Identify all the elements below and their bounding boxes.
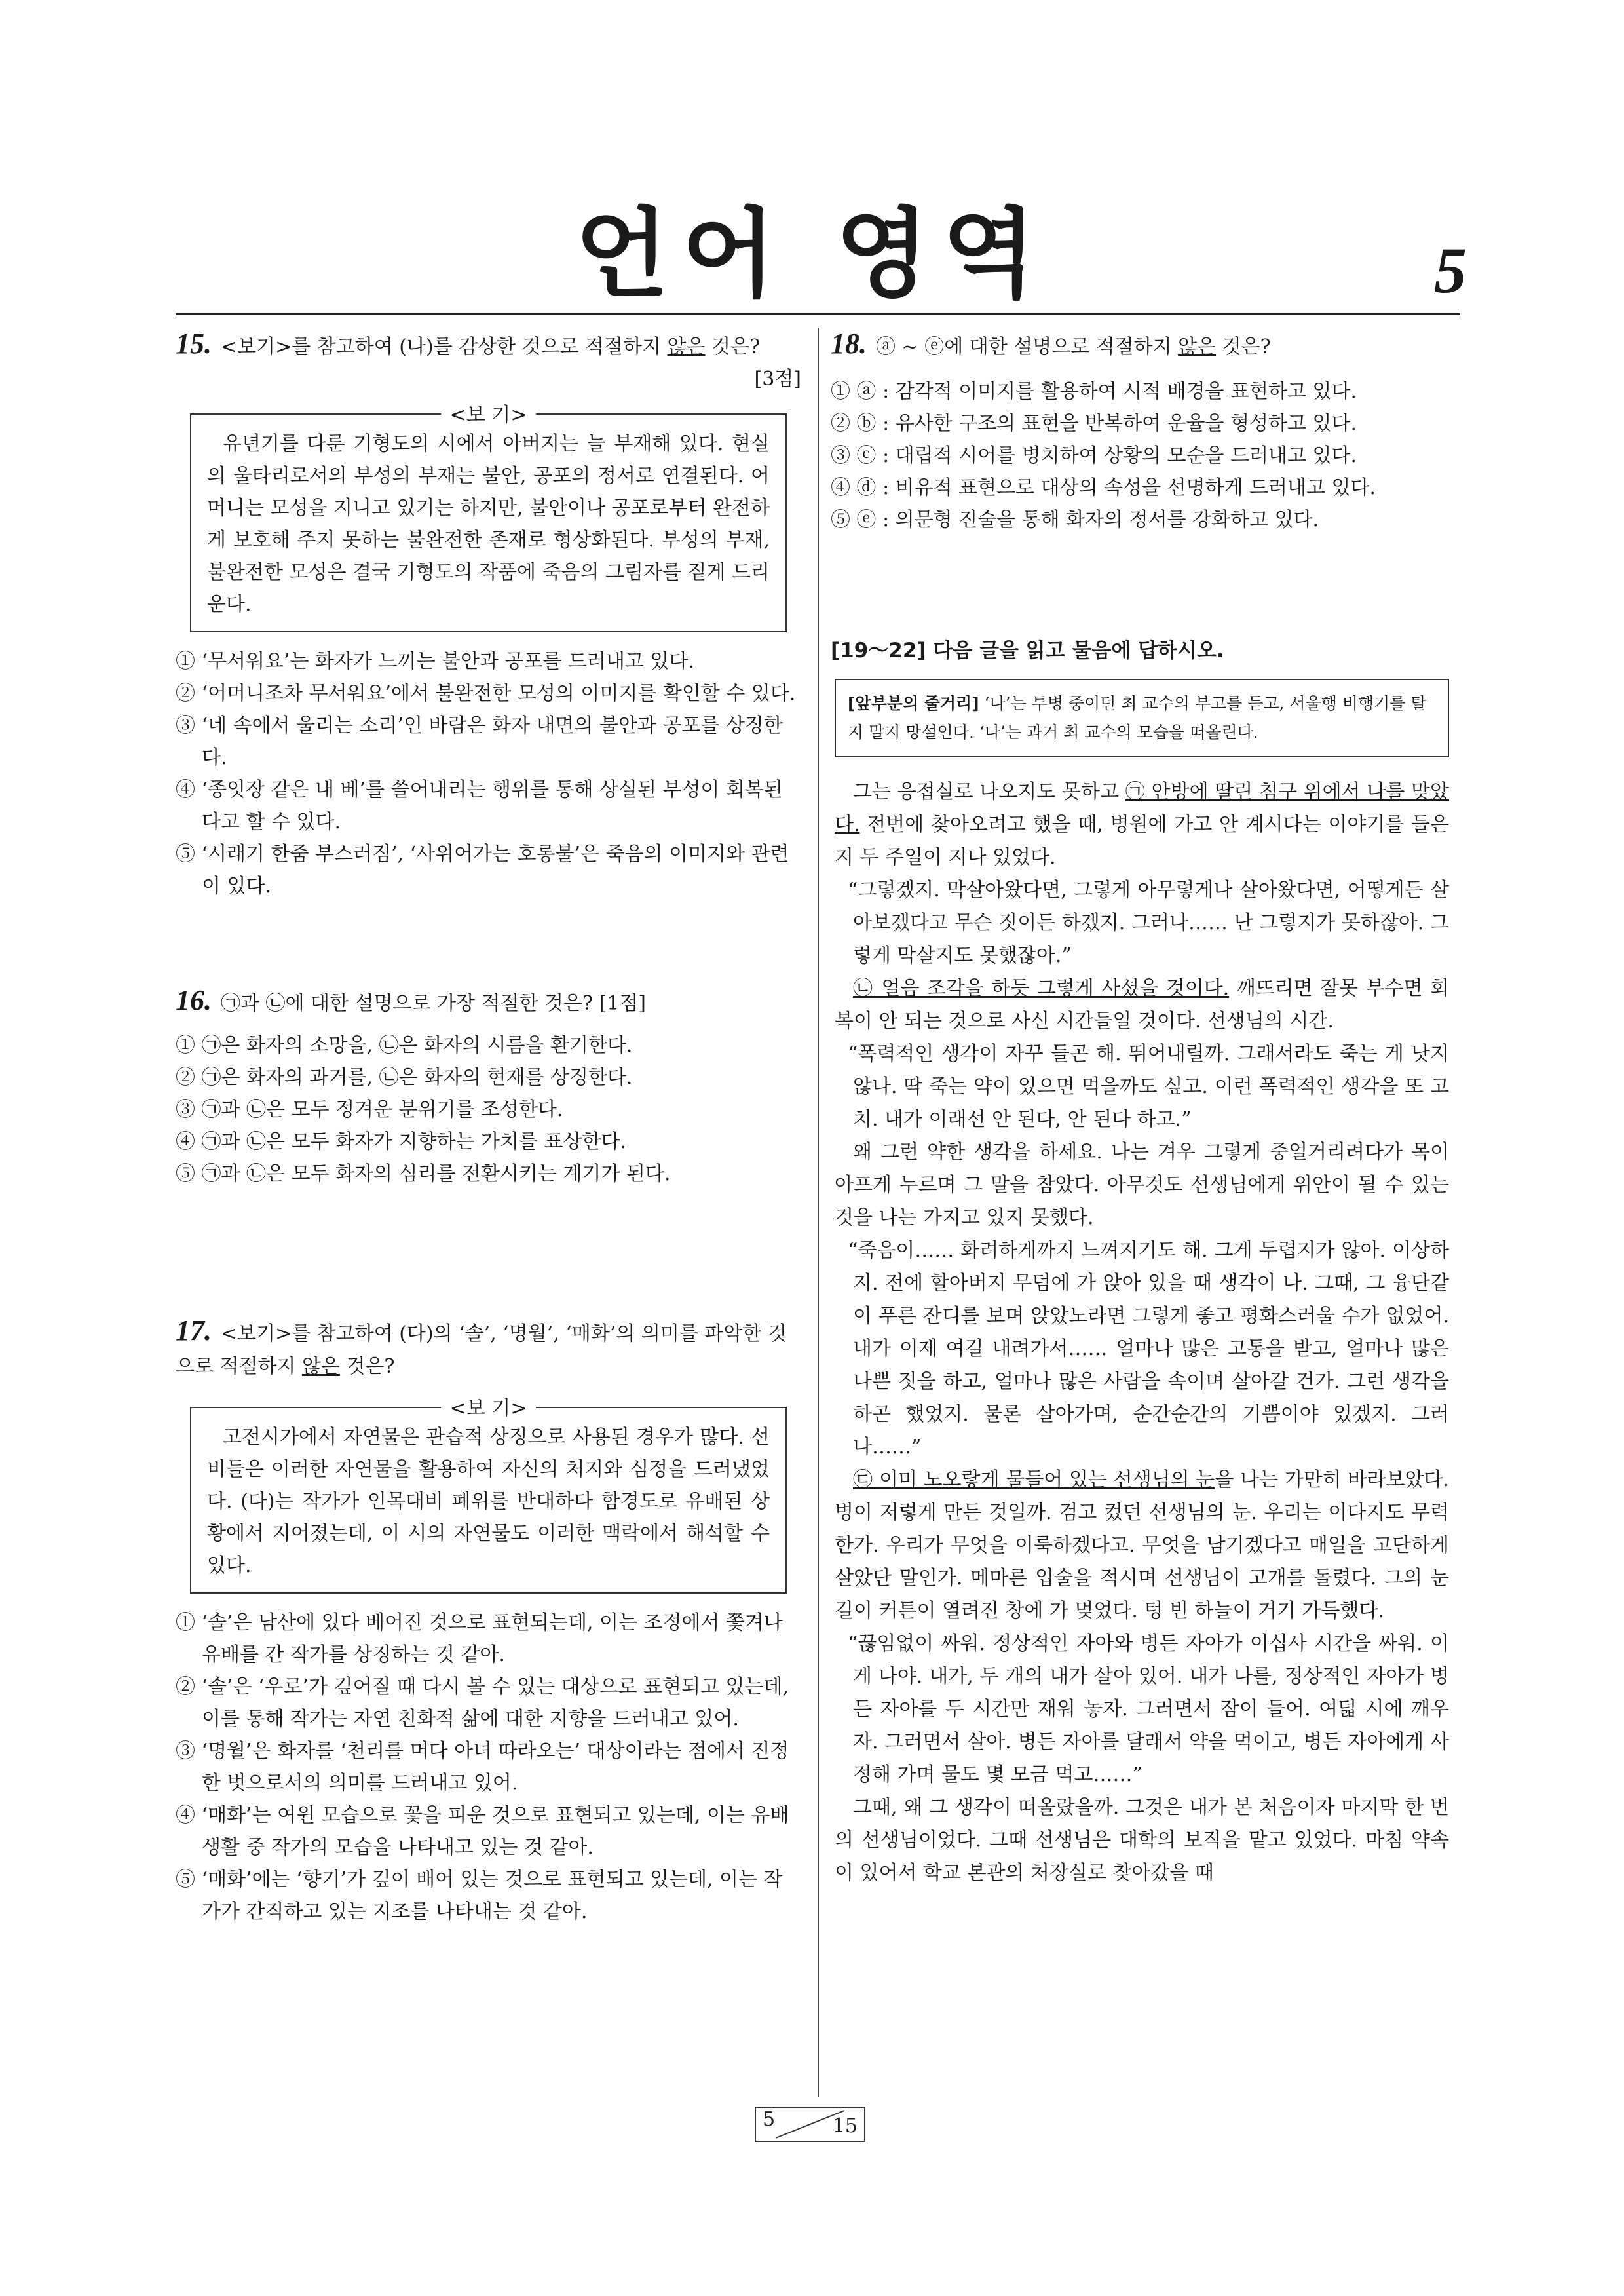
- choice-item[interactable]: ③ ㉠과 ㉡은 모두 정겨운 분위기를 조성한다.: [176, 1098, 563, 1121]
- paragraph: [835, 1464, 1449, 1628]
- choice-item[interactable]: ① ‘솔’은 남산에 있다 베어진 것으로 표현되는데, 이는 조정에서 쫓겨나 유배를 간 작가를 상징하는 것 같아.: [176, 1611, 783, 1666]
- choice-item[interactable]: ① ⓐ : 감각적 이미지를 활용하여 시적 배경을 표현하고 있다.: [831, 380, 1357, 403]
- choice-item[interactable]: ④ ㉠과 ㉡은 모두 화자가 지향하는 가치를 표상한다.: [176, 1130, 626, 1153]
- page-indicator: [755, 2107, 865, 2142]
- passage-text: 깨뜨리면 잘못 부수면 회복이 안 되는 것으로 사신 시간들일 것이다. 선생님의 시간.: [835, 977, 1449, 1033]
- page-title: 언어 영역: [575, 198, 1049, 311]
- choice-item[interactable]: ② ‘솔’은 ‘우로’가 깊어질 때 다시 볼 수 있는 대상으로 표현되고 있는데, 이를 통해 작가는 자연 친화적 삶에 대한 지향을 드러내고 있어.: [176, 1675, 789, 1731]
- page-number: 5: [1434, 234, 1467, 307]
- reading-section: [831, 634, 1453, 1890]
- bogi-label: <보 기>: [441, 399, 537, 431]
- choice-item[interactable]: ⑤ ㉠과 ㉡은 모두 화자의 심리를 전환시키는 계기가 된다.: [176, 1162, 671, 1185]
- choice-item[interactable]: ③ ⓒ : 대립적 시어를 병치하여 상황의 모순을 드러내고 있다.: [831, 444, 1357, 467]
- paragraph: 왜 그런 약한 생각을 하세요. 나는 겨우 그렇게 중얼거리려다가 목이 아프게 누르며 그 말을 참았다. 아무것도 선생님에게 위안이 될 수 있는 것을 나는 가지고 있지 못했다.: [835, 1141, 1449, 1229]
- score: [3점]: [754, 368, 801, 391]
- paragraph: [835, 776, 1449, 874]
- right-column: [831, 328, 1453, 1890]
- choice-item[interactable]: ③ ‘네 속에서 울리는 소리’인 바람은 화자 내면의 불안과 공포를 상징한다.: [176, 714, 783, 769]
- section-heading: [19～22] 다음 글을 읽고 물음에 답하시오.: [831, 639, 1224, 662]
- dialogue: “그렇겠지. 막살아왔다면, 그렇게 아무렇게나 살아왔다면, 어떻게든 살아보겠다고 무슨 짓이든 하겠지. 그러나…… 난 그렇지가 못하잖아. 그렇게 막살지도 못했잖아.”: [848, 879, 1449, 967]
- passage-text: 전번에 찾아오려고 했을 때, 병원에 가고 안 계시다는 이야기를 들은 지 두 주일이 지나 있었다.: [835, 813, 1449, 869]
- question-16: [176, 984, 801, 1190]
- column-divider: [818, 328, 819, 2097]
- choice-item[interactable]: ① ㉠은 화자의 소망을, ㉡은 화자의 시름을 환기한다.: [176, 1034, 633, 1057]
- stem-text: ㉠과 ㉡에 대한 설명으로 가장 적절한 것은? [1점]: [221, 992, 647, 1015]
- paragraph: [835, 972, 1449, 1038]
- left-column: [176, 328, 801, 1928]
- stem-text: 것은?: [705, 335, 761, 358]
- choice-item[interactable]: ⑤ ‘매화’에는 ‘향기’가 깊이 배어 있는 것으로 표현되고 있는데, 이는 작가가 간직하고 있는 지조를 나타내는 것 같아.: [176, 1868, 783, 1923]
- current-page: 5: [763, 2108, 776, 2131]
- question-number: 15.: [176, 328, 212, 360]
- question-18: [831, 328, 1453, 536]
- question-number: 16.: [176, 984, 212, 1016]
- choice-item[interactable]: ④ ‘종잇장 같은 내 베’를 쓸어내리는 행위를 통해 상실된 부성이 회복된다고 할 수 있다.: [176, 778, 783, 833]
- stem-text: 것은?: [1216, 335, 1271, 358]
- bogi-box: [190, 1397, 787, 1594]
- choice-item[interactable]: ③ ‘명월’은 화자를 ‘천리를 머다 아녀 따라오는’ 대상이라는 점에서 진정한 벗으로서의 의미를 드러내고 있어.: [176, 1740, 789, 1795]
- question-15: [176, 328, 801, 902]
- question-number: 17.: [176, 1314, 212, 1347]
- passage: [831, 776, 1453, 1890]
- stem-text: <보기>를 참고하여 (나)를 감상한 것으로 적절하지: [221, 335, 668, 358]
- choice-item[interactable]: ⑤ ⓔ : 의문형 진술을 통해 화자의 정서를 강화하고 있다.: [831, 508, 1319, 531]
- summary-tag: [앞부분의 줄거리]: [848, 694, 979, 713]
- dialogue: “폭력적인 생각이 자꾸 들곤 해. 뛰어내릴까. 그래서라도 죽는 게 낫지 않나. 딱 죽는 약이 있으면 먹을까도 싶고. 이런 폭력적인 생각을 또 고치. 내가 이래선 안 된다, 안 된다 하고.”: [848, 1043, 1449, 1131]
- header-rule: [176, 313, 1460, 315]
- summary-box: [835, 679, 1449, 757]
- choice-item[interactable]: ② ‘어머니조차 무서워요’에서 불완전한 모성의 이미지를 확인할 수 있다.: [176, 682, 796, 705]
- passage-text: 그는 응접실로 나오지도 못하고: [853, 780, 1125, 803]
- choice-list: [176, 645, 801, 902]
- choice-item[interactable]: ② ⓑ : 유사한 구조의 표현을 반복하여 운율을 형성하고 있다.: [831, 412, 1357, 435]
- stem-text: 것은?: [339, 1355, 395, 1378]
- choice-item[interactable]: ④ ‘매화’는 여윈 모습으로 꽃을 피운 것으로 표현되고 있는데, 이는 유배 생활 중 작가의 모습을 나타내고 있는 것 같아.: [176, 1804, 789, 1859]
- passage-underlined: ㉢ 이미 노오랗게 물들어 있는 선생님의 눈: [853, 1468, 1215, 1491]
- stem-underlined: 않은: [301, 1355, 340, 1378]
- stem-underlined: 않은: [1178, 335, 1217, 358]
- stem-underlined: 않은: [667, 335, 706, 358]
- question-16-stem: [176, 984, 801, 1020]
- passage-underlined: ㉠ 안방에 딸린 침구 위에서 나를 맞았다.: [835, 780, 1450, 836]
- paragraph: 그때, 왜 그 생각이 떠올랐을까. 그것은 내가 본 처음이자 마지막 한 번의 선생님이었다. 그때 선생님은 대학의 보직을 맡고 있었다. 마침 약속이 있어서 학교 본관의 처장실로 찾아갔을 때: [835, 1796, 1449, 1885]
- bogi-text: 유년기를 다룬 기형도의 시에서 아버지는 늘 부재해 있다. 현실의 울타리로서의 부성의 부재는 불안, 공포의 정서로 연결된다. 어머니는 모성을 지니고 있기는 하지만, 불안이나 공포로부터 완전하게 보호해 주지 못하는 불완전한 존재로 형상화된다. 부성의 부재, 불완전한 모성은 결국 기형도의 작품에 죽음의 그림자를 짙게 드리운다.: [207, 432, 770, 616]
- choice-list: [176, 1607, 801, 1928]
- choice-item[interactable]: ⑤ ‘시래기 한줌 부스러짐’, ‘사위어가는 호롱불’은 죽음의 이미지와 관련이 있다.: [176, 843, 789, 898]
- dialogue: “끊임없이 싸워. 정상적인 자아와 병든 자아가 이십사 시간을 싸워. 이게 나야. 내가, 두 개의 내가 살아 있어. 내가 나를, 정상적인 자아가 병든 자아를 두 시간만 재워 놓자. 그러면서 잠이 들어. 여덟 시에 깨우자. 그러면서 살아. 병든 자아를 달래서 약을 먹이고, 병든 자아에게 사정해 가며 물도 몇 모금 먹고……”: [848, 1632, 1449, 1786]
- question-number: 18.: [831, 328, 867, 360]
- question-17-stem: [176, 1314, 801, 1383]
- choice-item[interactable]: ② ㉠은 화자의 과거를, ㉡은 화자의 현재를 상징한다.: [176, 1066, 633, 1089]
- stem-text: ⓐ ~ ⓔ에 대한 설명으로 적절하지: [876, 335, 1179, 358]
- choice-list: [176, 1029, 801, 1190]
- bogi-label: <보 기>: [441, 1392, 537, 1425]
- bogi-box: [190, 404, 787, 632]
- question-18-stem: [831, 328, 1453, 364]
- choice-item[interactable]: ④ ⓓ : 비유적 표현으로 대상의 속성을 선명하게 드러내고 있다.: [831, 476, 1376, 499]
- bogi-text: 고전시가에서 자연물은 관습적 상징으로 사용된 경우가 많다. 선비들은 이러한 자연물을 활용하여 자신의 처지와 심정을 드러냈었다. (다)는 작가가 인목대비 폐위를 반대하다 함경도로 유배된 상황에서 지어졌는데, 이 시의 자연물도 이러한 맥락에서 해석할 수 있다.: [207, 1426, 770, 1577]
- summary-text: ‘나’는 투병 중이던 최 교수의 부고를 듣고, 서울행 비행기를 탈지 말지 망설인다. ‘나’는 과거 최 교수의 모습을 떠올린다.: [848, 694, 1427, 742]
- dialogue: “죽음이…… 화려하게까지 느껴지기도 해. 그게 두렵지가 않아. 이상하지. 전에 할아버지 무덤에 가 앉아 있을 때 생각이 나. 그때, 그 융단같이 푸른 잔디를 보며 앉았노라면 그렇게 좋고 평화스러울 수가 없었어. 내가 이제 여길 내려가서…… 얼마나 많은 고통을 받고, 얼마나 많은 나쁜 짓을 하고, 얼마나 많은 사람을 속이며 살아갈 건가. 그런 생각을 하곤 했었지. 물론 살아가며, 순간순간의 기쁨이야 있겠지. 그러나……”: [848, 1239, 1449, 1459]
- choice-list: [831, 375, 1453, 536]
- passage-text: 을 나는 가만히 바라보았다. 병이 저렇게 만든 것일까. 검고 컸던 선생님의 눈. 우리는 이다지도 무력한가. 우리가 무엇을 이룩하겠다고. 무엇을 남기겠다고 매일을 고단하게 살았단 말인가. 메마른 입술을 적시며 선생님이 고개를 돌렸다. 그의 눈길이 커튼이 열려진 창에 가 멎었다. 텅 빈 하늘이 거기 가득했다.: [835, 1468, 1449, 1622]
- question-15-stem: [176, 328, 801, 364]
- passage-underlined: ㉡ 얼음 조각을 하듯 그렇게 사셨을 것이다.: [853, 977, 1230, 1000]
- total-pages: 15: [832, 2114, 858, 2137]
- stem-text: <보기>를 참고하여 (다)의 ‘솔’, ‘명월’, ‘매화’의 의미를 파악한 것으로 적절하지: [176, 1322, 787, 1378]
- choice-item[interactable]: ① ‘무서워요’는 화자가 느끼는 불안과 공포를 드러내고 있다.: [176, 650, 694, 673]
- question-17: [176, 1314, 801, 1928]
